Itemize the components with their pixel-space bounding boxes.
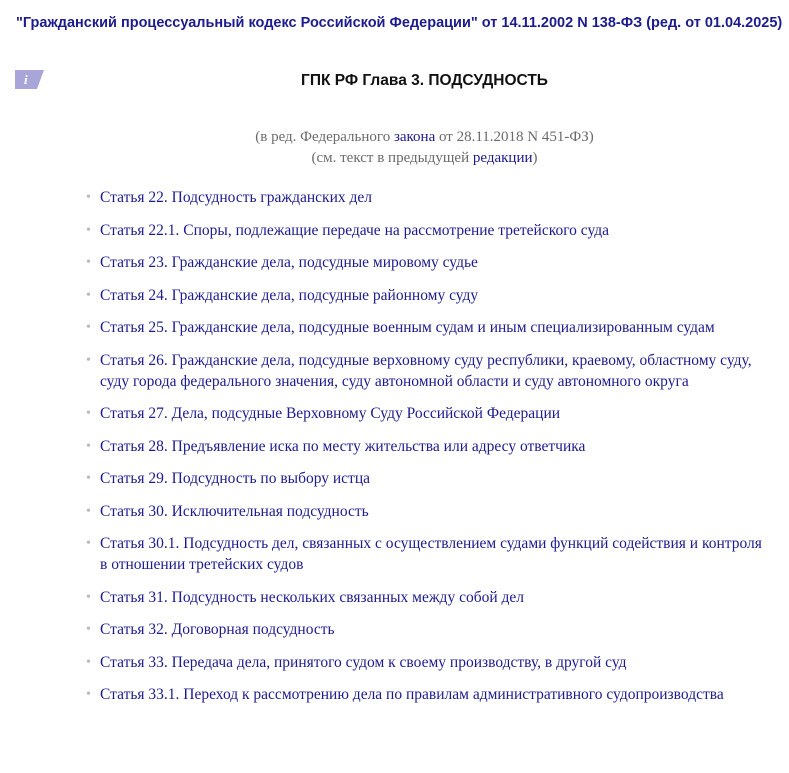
chapter-title: ГПК РФ Глава 3. ПОДСУДНОСТЬ (301, 72, 548, 89)
article-title: Статья 31. Подсудность нескольких связанных между собой дел (100, 588, 525, 606)
bullet: • (86, 222, 91, 238)
bullet: • (86, 687, 91, 702)
article-title: Статья 24. Гражданские дела, подсудные районному суду (100, 286, 479, 304)
bullet: • (86, 255, 91, 270)
bullet: • (86, 287, 91, 303)
previous-edition-link[interactable]: редакции (472, 150, 533, 166)
edition-line-1 (60, 127, 789, 148)
article-link[interactable] (86, 533, 770, 575)
info-icon-graphic (15, 70, 44, 89)
article-link[interactable] (86, 403, 770, 424)
article-link[interactable] (86, 652, 770, 673)
article-link[interactable] (86, 619, 770, 640)
edition-text: от 28.11.2018 N 451-ФЗ) (435, 129, 594, 145)
article-list (86, 187, 770, 717)
info-icon[interactable] (15, 70, 44, 89)
article-title: Статья 22.1. Споры, подлежащие передаче на рассмотрение третейского суда (100, 221, 610, 239)
bullet: • (86, 190, 91, 205)
bullet: • (86, 536, 91, 551)
edition-text: (в ред. Федерального (255, 129, 394, 145)
article-link[interactable] (86, 350, 770, 392)
article-title: Статья 30.1. Подсудность дел, связанных с осуществлением судами функций содействия и контроля в отношении третейских судов (100, 535, 762, 573)
article-title: Статья 25. Гражданские дела, подсудные военным судам и иным специализированным судам (100, 319, 715, 336)
article-link[interactable] (86, 220, 770, 241)
bullet: • (86, 320, 91, 335)
article-title: Статья 22. Подсудность гражданских дел (100, 189, 373, 206)
bullet: • (86, 589, 91, 605)
article-title: Статья 29. Подсудность по выбору истца (100, 470, 371, 487)
article-link[interactable] (86, 317, 770, 338)
article-link[interactable] (86, 468, 770, 489)
article-title: Статья 33.1. Переход к рассмотрению дела по правилам административного судопроизводства (100, 686, 724, 703)
article-title: Статья 32. Договорная подсудность (100, 621, 335, 638)
article-link[interactable] (86, 436, 770, 457)
edition-text: (см. текст в предыдущей (311, 150, 473, 166)
bullet: • (86, 438, 91, 454)
article-title: Статья 30. Исключительная подсудность (100, 502, 369, 520)
bullet: • (86, 503, 91, 519)
article-link[interactable] (86, 684, 770, 705)
article-link[interactable] (86, 285, 770, 306)
bullet: • (86, 471, 91, 486)
article-link[interactable] (86, 252, 770, 273)
bullet: • (86, 622, 91, 637)
edition-line-2 (60, 148, 789, 169)
bullet: • (86, 654, 91, 670)
article-title: Статья 26. Гражданские дела, подсудные верховному суду республики, краевому, областному суду, суду города федерального значения, суду автономной области и суду автономного округа (100, 351, 752, 390)
law-link[interactable]: закона (393, 129, 436, 145)
bullet: • (86, 406, 91, 421)
article-link[interactable] (86, 187, 770, 208)
article-link[interactable] (86, 587, 770, 608)
article-title: Статья 27. Дела, подсудные Верховному Суду Российской Федерации (100, 405, 561, 422)
article-link[interactable] (86, 501, 770, 522)
edition-note (60, 127, 789, 169)
article-title: Статья 33. Передача дела, принятого судом к своему производству, в другой суд (100, 653, 627, 671)
article-title: Статья 23. Гражданские дела, подсудные мировому судье (100, 254, 478, 271)
edition-text: ) (532, 150, 538, 166)
bullet: • (86, 352, 91, 368)
document-title-link[interactable]: "Гражданский процессуальный кодекс Российской Федерации" от 14.11.2002 N 138-ФЗ (ред. от 01.04.2025) (16, 15, 783, 31)
article-title: Статья 28. Предъявление иска по месту жительства или адресу ответчика (100, 437, 586, 455)
svg-text:i: i (24, 72, 28, 87)
